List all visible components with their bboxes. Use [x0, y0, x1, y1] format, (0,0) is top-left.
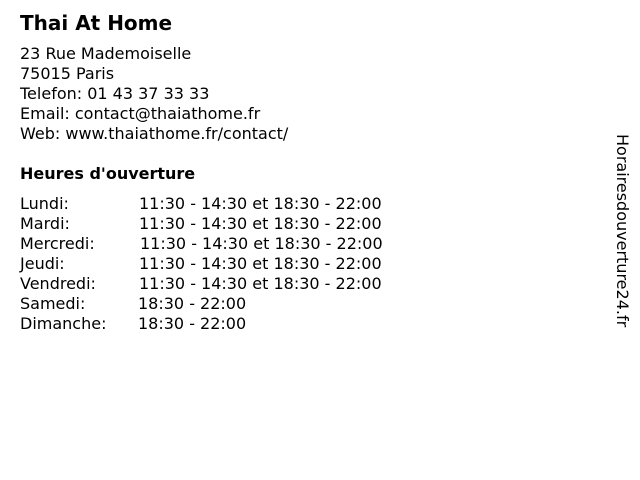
- day-label: Samedi:: [20, 294, 86, 313]
- day-label: Jeudi:: [20, 254, 65, 273]
- opening-hours-table: [20, 194, 440, 334]
- time-range: 11:30 - 14:30 et 18:30 - 22:00: [139, 214, 382, 233]
- day-label: Dimanche:: [20, 314, 107, 333]
- time-range: 11:30 - 14:30 et 18:30 - 22:00: [139, 274, 382, 293]
- street-address: 23 Rue Mademoiselle: [20, 44, 192, 63]
- hours-row-monday: [20, 194, 440, 214]
- time-range: 11:30 - 14:30 et 18:30 - 22:00: [139, 194, 382, 213]
- day-label: Mercredi:: [20, 234, 95, 253]
- day-label: Mardi:: [20, 214, 70, 233]
- time-range: 18:30 - 22:00: [138, 294, 247, 313]
- hours-row-thursday: [20, 254, 440, 274]
- hours-row-tuesday: [20, 214, 440, 234]
- day-label: Lundi:: [20, 194, 69, 213]
- time-range: 18:30 - 22:00: [138, 314, 247, 333]
- hours-row-saturday: [20, 294, 440, 314]
- time-range: 11:30 - 14:30 et 18:30 - 22:00: [139, 254, 382, 273]
- city-line: 75015 Paris: [20, 64, 115, 83]
- time-range: 11:30 - 14:30 et 18:30 - 22:00: [140, 234, 383, 253]
- contact-block: [20, 44, 288, 144]
- hours-row-wednesday: [20, 234, 440, 254]
- hours-row-sunday: [20, 314, 440, 334]
- restaurant-name: Thai At Home: [20, 11, 173, 35]
- website-line: Web: www.thaiathome.fr/contact/: [20, 124, 289, 143]
- site-watermark: Horairesdouverture24.fr: [613, 134, 632, 328]
- day-label: Vendredi:: [20, 274, 96, 293]
- hours-heading: Heures d'ouverture: [20, 164, 196, 183]
- hours-row-friday: [20, 274, 440, 294]
- phone-line: Telefon: 01 43 37 33 33: [20, 84, 210, 103]
- email-line: Email: contact@thaiathome.fr: [20, 104, 261, 123]
